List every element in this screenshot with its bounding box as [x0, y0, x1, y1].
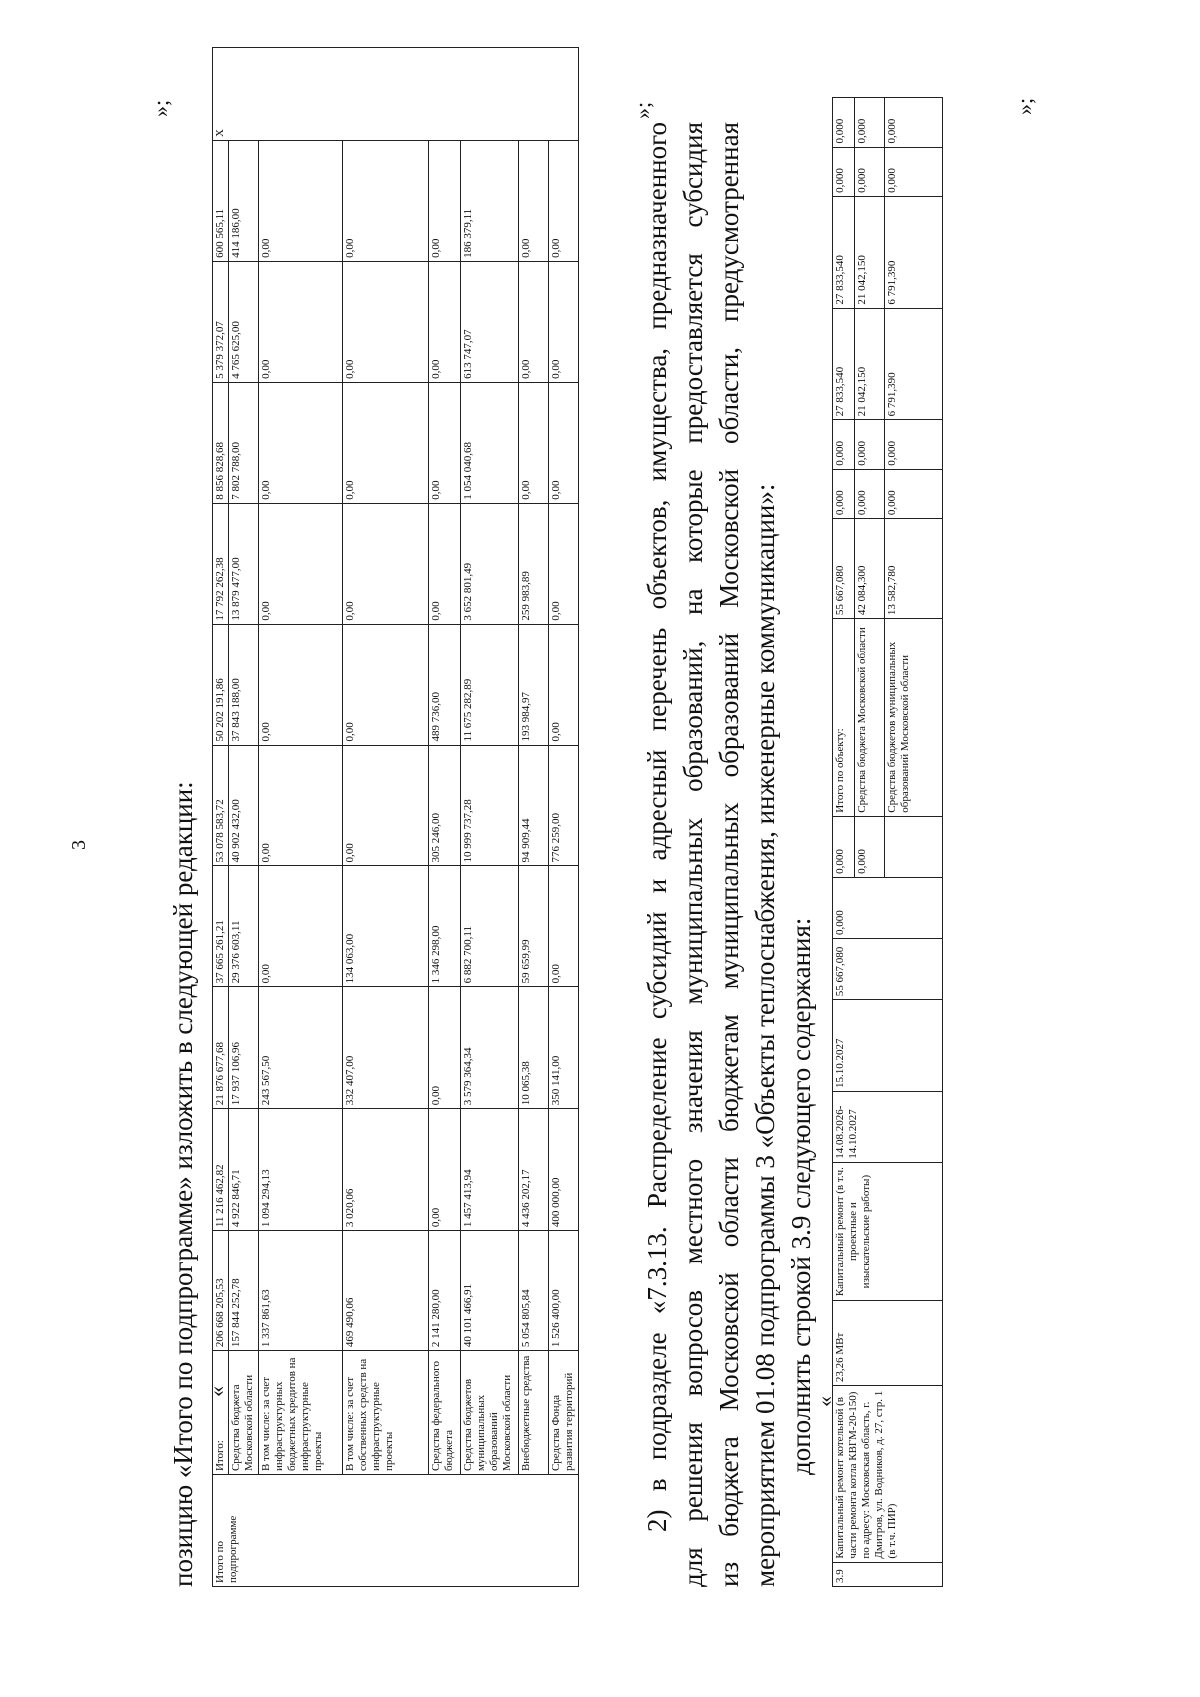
value-cell: 5 054 805,84 [519, 1231, 549, 1351]
subprogram-total-table [212, 47, 579, 1587]
add-row-instruction: дополнить строкой 3.9 следующего содержания: [786, 917, 816, 1475]
value-cell: 59 659,99 [519, 866, 549, 987]
value-cell: 0,000 [885, 469, 943, 518]
value-cell: 0,000 [833, 420, 855, 469]
work-type: Капитальный ремонт (в т.ч. проектные и изыскательские работы) [833, 1162, 943, 1301]
table-row [549, 48, 579, 1587]
work-period: 14.08.2026-14.10.2027 [833, 1091, 943, 1162]
value-cell: 1 346 298,00 [429, 866, 461, 987]
value-cell: 7 802 788,00 [229, 382, 259, 503]
value-cell: 0,000 [885, 147, 943, 196]
value-cell: 29 376 603,11 [229, 866, 259, 987]
value-cell: 5 379 372,07 [213, 261, 229, 382]
row-label: Средства бюджета Московской области [229, 1351, 259, 1475]
object-power: 23,26 МВт [833, 1301, 943, 1386]
value-cell: 305 246,00 [429, 745, 461, 866]
open-quote-1: « [204, 1386, 229, 1397]
value-cell: 0,00 [259, 141, 343, 262]
value-cell: 0,000 [833, 469, 855, 518]
value-cell: 0,00 [259, 866, 343, 987]
value-cell: 1 526 400,00 [549, 1231, 579, 1351]
value-cell: 37 843 188,00 [229, 624, 259, 745]
value-cell: 186 379,11 [461, 141, 519, 262]
row-label: Итого: [213, 1351, 229, 1475]
value-cell: 27 833,540 [833, 196, 855, 308]
value-cell: 53 078 583,72 [213, 745, 229, 866]
page-number: 3 [68, 840, 90, 850]
value-cell: 1 457 413,94 [461, 1109, 519, 1231]
completion-date: 15.10.2027 [833, 1000, 943, 1092]
value-cell: 193 984,97 [519, 624, 549, 745]
value-cell: 0,00 [429, 987, 461, 1109]
table-row [519, 48, 549, 1587]
value-cell: 1 094 294,13 [259, 1109, 343, 1231]
value-cell: 1 337 861,63 [259, 1231, 343, 1351]
value-cell: 8 856 828,68 [213, 382, 229, 503]
value-cell: 37 665 261,21 [213, 866, 229, 987]
open-quote-2: « [812, 1396, 837, 1407]
value-cell: 469 490,06 [343, 1231, 429, 1351]
value-cell: 0,00 [549, 503, 579, 624]
close-mark-1: »; [148, 99, 173, 117]
value-cell: 0,00 [343, 382, 429, 503]
value-cell: 94 909,44 [519, 745, 549, 866]
value-cell: 0,00 [343, 503, 429, 624]
value-cell: 0,00 [259, 261, 343, 382]
object-row-table [832, 97, 943, 1587]
row-label: Средства Фонда развития территорий [549, 1351, 579, 1475]
prefix-value: 0,000 [833, 816, 855, 877]
value-cell: 0,00 [343, 624, 429, 745]
value-cell: 0,00 [549, 141, 579, 262]
value-cell: 0,000 [855, 147, 885, 196]
value-cell: 2 141 280,00 [429, 1231, 461, 1351]
value-cell: 134 063,00 [343, 866, 429, 987]
value-cell: 42 084,300 [855, 519, 885, 619]
para2-line-4: мероприятием 01.08 подпрограммы 3 «Объекты теплоснабжения, инженерные коммуникации»: [750, 483, 780, 1587]
value-cell: 243 567,50 [259, 987, 343, 1109]
value-cell: 40 902 432,00 [229, 745, 259, 866]
row-label: Средства бюджетов муниципальных образований Московской области [885, 619, 943, 817]
value-cell: 21 876 677,68 [213, 987, 229, 1109]
value-cell: 4 436 202,17 [519, 1109, 549, 1231]
value-cell: 0,00 [259, 745, 343, 866]
value-cell: 4 765 625,00 [229, 261, 259, 382]
value-cell: 613 747,07 [461, 261, 519, 382]
value-cell: 0,00 [549, 261, 579, 382]
value-cell: 17 937 106,96 [229, 987, 259, 1109]
value-cell: 17 792 262,38 [213, 503, 229, 624]
value-cell: 10 999 737,28 [461, 745, 519, 866]
empty-cell [885, 816, 943, 877]
value-cell: 489 736,00 [429, 624, 461, 745]
value-cell: 0,000 [885, 98, 943, 148]
value-cell: 0,00 [519, 141, 549, 262]
value-cell: 0,00 [429, 141, 461, 262]
value-cell: 600 565,11 [213, 141, 229, 262]
value-cell: 3 579 364,34 [461, 987, 519, 1109]
row-label: В том числе: за счет инфраструктурных бюджетных кредитов на инфраструктурные проекты [259, 1351, 343, 1475]
table-row [833, 98, 855, 1587]
para2-line-2: для решения вопросов местного значения муниципальных образований, на которые предоставляется субсидия [678, 122, 708, 1587]
value-cell: 1 054 040,68 [461, 382, 519, 503]
para2-line-3: из бюджета Московской области бюджетам муниципальных образований Московской области, предусмотренная [714, 122, 744, 1587]
value-cell: 4 922 846,71 [229, 1109, 259, 1231]
prefix-value: 0,000 [833, 877, 943, 938]
value-cell: 776 259,00 [549, 745, 579, 866]
value-cell: 0,00 [429, 382, 461, 503]
row-label: Итого по объекту: [833, 619, 855, 817]
value-cell: 0,000 [855, 98, 885, 148]
intro-paragraph: позицию «Итого по подпрограмме» изложить в следующей редакции: [168, 781, 198, 1587]
row-label: Внебюджетные средства [519, 1351, 549, 1475]
table-row [343, 48, 429, 1587]
value-cell: 259 983,89 [519, 503, 549, 624]
row-label: Средства федерального бюджета [429, 1351, 461, 1475]
table-row [229, 48, 259, 1587]
value-cell: 0,00 [343, 745, 429, 866]
value-cell: 0,00 [259, 503, 343, 624]
value-cell: 3 652 801,49 [461, 503, 519, 624]
value-cell: 0,000 [885, 420, 943, 469]
value-cell: 3 020,06 [343, 1109, 429, 1231]
prefix-value: 0,000 [855, 816, 885, 877]
value-cell: 0,00 [429, 503, 461, 624]
value-cell: 13 582,780 [885, 519, 943, 619]
value-cell: 6 791,390 [885, 308, 943, 420]
table-row [429, 48, 461, 1587]
row-label: Средства бюджета Московской области [855, 619, 885, 817]
row-label: Средства бюджетов муниципальных образований Московской области [461, 1351, 519, 1475]
value-cell: 0,00 [519, 382, 549, 503]
last-col-mark: X [213, 48, 579, 141]
value-cell: 0,00 [343, 261, 429, 382]
value-cell: 0,00 [429, 261, 461, 382]
group-label-cell: Итого по подпрограмме [213, 1475, 579, 1587]
row-number: 3.9 [833, 1562, 943, 1586]
row-label: В том числе: за счет собственных средств на инфраструктурные проекты [343, 1351, 429, 1475]
close-mark-para2: »; [630, 101, 655, 119]
value-cell: 0,00 [259, 624, 343, 745]
value-cell: 0,000 [833, 147, 855, 196]
value-cell: 332 407,00 [343, 987, 429, 1109]
value-cell: 6 791,390 [885, 196, 943, 308]
value-cell: 0,000 [855, 420, 885, 469]
value-cell: 11 216 462,82 [213, 1109, 229, 1231]
value-cell: 10 065,38 [519, 987, 549, 1109]
value-cell: 50 202 191,86 [213, 624, 229, 745]
object-name: Капитальный ремонт котельной (в части ремонта котла КВГМ-20-150) по адресу: Московская область, г. Дмитров, ул. Водников, д. 27, стр. 1 (в т.ч. ПИР) [833, 1386, 943, 1562]
value-cell: 11 675 282,89 [461, 624, 519, 745]
value-cell: 55 667,080 [833, 519, 855, 619]
value-cell: 0,00 [259, 382, 343, 503]
table-row [461, 48, 519, 1587]
value-cell: 0,00 [549, 382, 579, 503]
value-cell: 414 186,00 [229, 141, 259, 262]
value-cell: 350 141,00 [549, 987, 579, 1109]
value-cell: 0,00 [549, 624, 579, 745]
value-cell: 0,000 [833, 98, 855, 148]
value-cell: 6 882 700,11 [461, 866, 519, 987]
table-row [259, 48, 343, 1587]
value-cell: 157 844 252,78 [229, 1231, 259, 1351]
close-mark-2: »; [1012, 97, 1037, 115]
value-cell: 13 879 477,00 [229, 503, 259, 624]
value-cell: 0,00 [519, 261, 549, 382]
value-cell: 21 042,150 [855, 196, 885, 308]
para2-line-1: 2) в подразделе «7.3.13. Распределение субсидий и адресный перечень объектов, имущества, предназначенного [642, 122, 672, 1532]
value-cell: 206 668 205,53 [213, 1231, 229, 1351]
value-cell: 0,00 [549, 866, 579, 987]
value-cell: 40 101 466,91 [461, 1231, 519, 1351]
value-cell: 0,00 [429, 1109, 461, 1231]
table-row [213, 48, 229, 1587]
object-cost: 55 667,080 [833, 939, 943, 1000]
value-cell: 0,000 [855, 469, 885, 518]
value-cell: 21 042,150 [855, 308, 885, 420]
value-cell: 27 833,540 [833, 308, 855, 420]
value-cell: 400 000,00 [549, 1109, 579, 1231]
value-cell: 0,00 [343, 141, 429, 262]
